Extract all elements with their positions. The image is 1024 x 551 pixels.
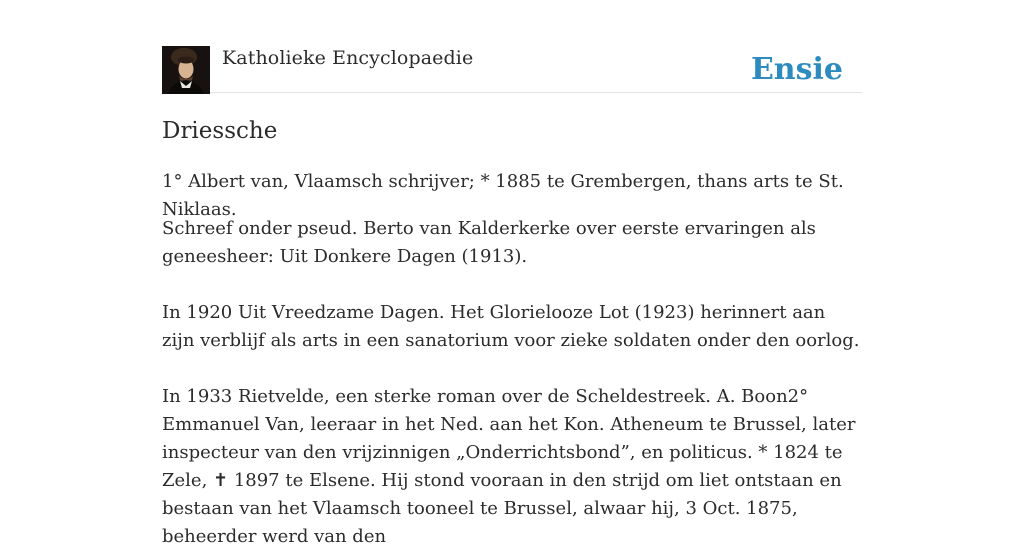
header — [162, 0, 862, 93]
entry-paragraph-3: In 1920 Uit Vreedzame Dagen. Het Glorielooze Lot (1923) herinnert aan zijn verblijf als arts in een sanatorium voor zieke soldaten onder den oorlog. — [162, 302, 860, 351]
entry-paragraph-1: 1° Albert van, Vlaamsch schrijver; * 1885 te Grembergen, thans arts te St. Niklaas. — [162, 171, 844, 220]
page-container — [162, 0, 862, 547]
entry-paragraph-4: In 1933 Rietvelde, een sterke roman over de Scheldestreek. A. Boon2° Emmanuel Van, leeraar in het Ned. aan het Kon. Atheneum te Brussel, later inspecteur van den vrijzinnigen „Onderrichtsbond”, en politicus. * 1824 te Zele, ✝ 1897 te Elsene. Hij stond vooraan in den strijd om liet ontstaan en bestaan van het Vlaamsch tooneel te Brussel, alwaar hij, 3 Oct. 1875, beheerder werd van den — [162, 386, 856, 547]
source-avatar[interactable] — [162, 46, 210, 94]
entry-title: Driessche — [162, 118, 278, 144]
source-title[interactable]: Katholieke Encyclopaedie — [222, 47, 474, 69]
brand-logo[interactable]: Ensie — [750, 52, 843, 87]
portrait-icon — [162, 46, 210, 94]
entry-paragraph-2: Schreef onder pseud. Berto van Kalderkerke over eerste ervaringen als geneesheer: Uit Donkere Dagen (1913). — [162, 218, 816, 267]
